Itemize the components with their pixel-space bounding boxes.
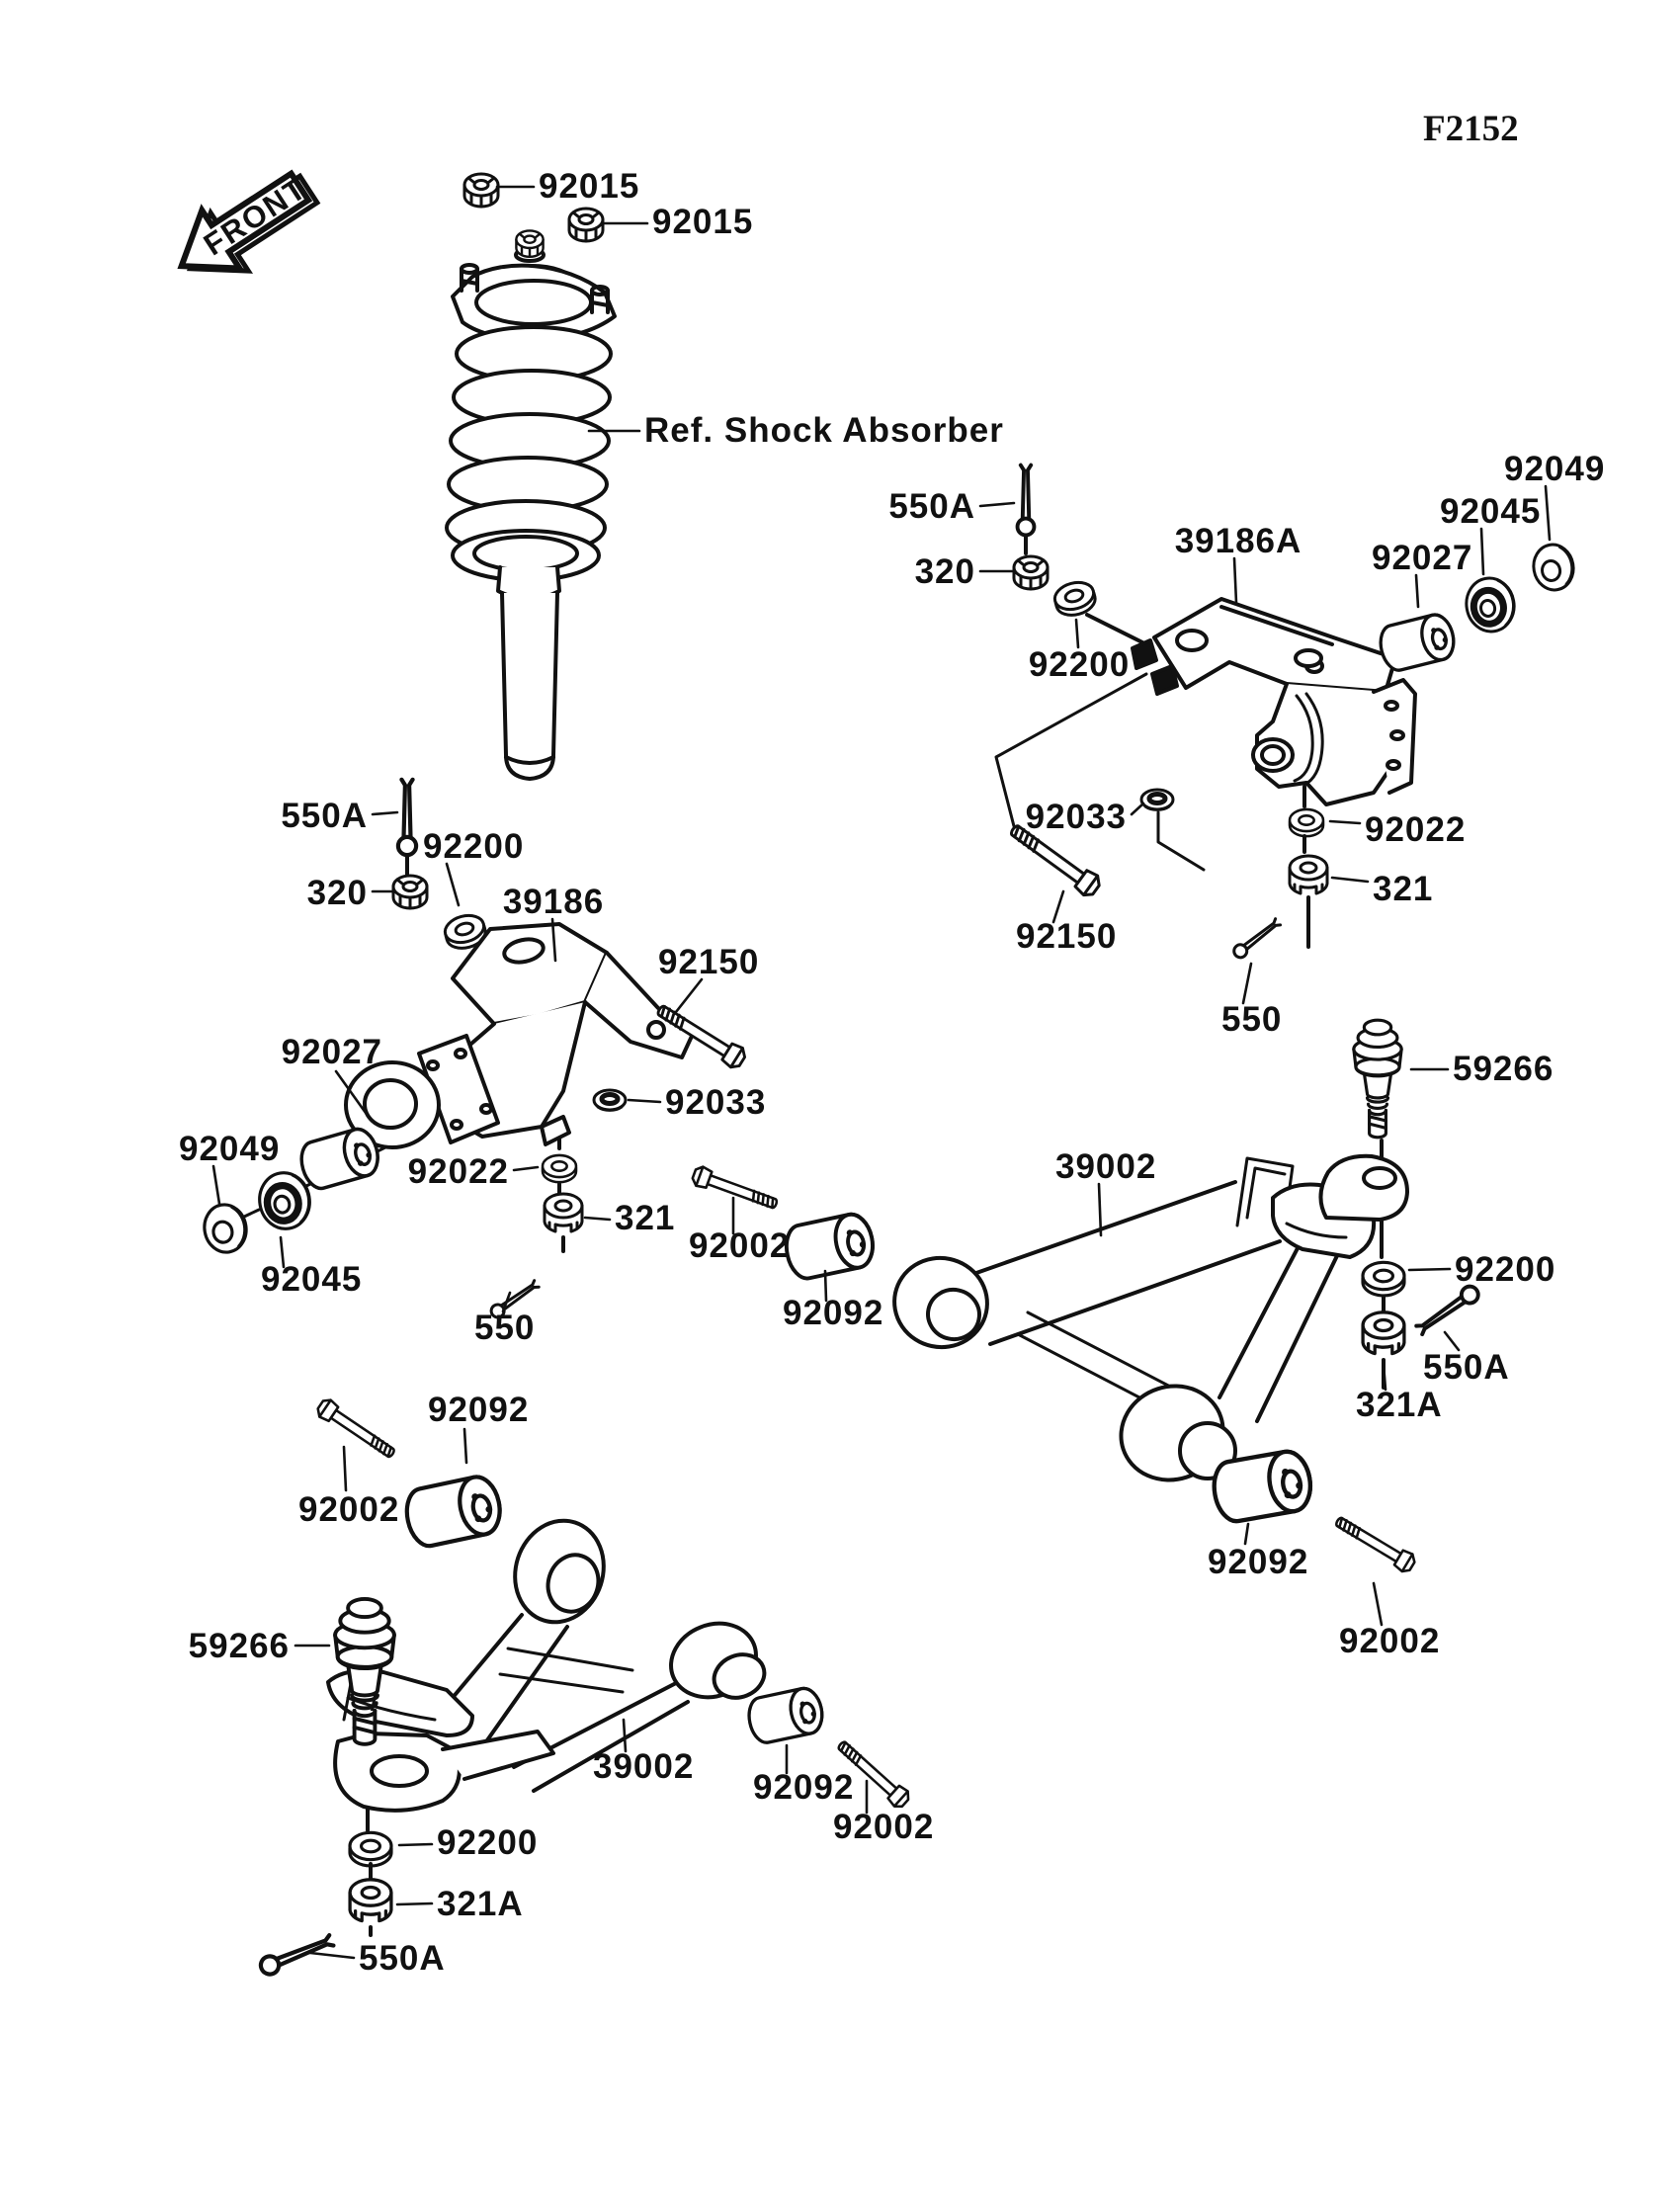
part-label-320-right: 320 bbox=[914, 552, 975, 591]
part-label-92150-left: 92150 bbox=[658, 943, 760, 981]
washer-92022-left bbox=[543, 1155, 576, 1182]
leader-line-92022-left bbox=[514, 1167, 538, 1170]
washer-92049-right bbox=[1530, 542, 1576, 593]
bushing-92027-left bbox=[296, 1126, 382, 1193]
nut-320-right bbox=[1014, 556, 1048, 589]
shock-stud-nut bbox=[516, 230, 543, 256]
part-label-92092-bottomleft: 92092 bbox=[428, 1391, 530, 1429]
leader-line-550a-left bbox=[373, 812, 397, 814]
front-direction-arrow bbox=[162, 155, 328, 299]
washer-92200-rightarm bbox=[1363, 1262, 1404, 1296]
lower-arm-left-39002-drawing bbox=[328, 1509, 771, 1935]
leader-line-92092-bottomleft bbox=[464, 1429, 466, 1463]
castle-nut-321a-bottomleft bbox=[350, 1880, 391, 1921]
leader-line-92045-right bbox=[1481, 529, 1483, 574]
leader-line-92092-rightarm bbox=[1245, 1524, 1248, 1544]
part-label-92200-right: 92200 bbox=[1028, 645, 1131, 684]
leader-line-92200-bottomleft bbox=[399, 1844, 432, 1845]
leader-line-321-right bbox=[1332, 878, 1368, 882]
ball-joint-59266-rightarm bbox=[1354, 1020, 1401, 1138]
upper-arm-right-39002-drawing bbox=[886, 1141, 1407, 1493]
part-label-321a-bottomleft: 321A bbox=[437, 1885, 524, 1923]
part-label-321-right: 321 bbox=[1373, 870, 1434, 908]
part-label-92015-b: 92015 bbox=[652, 203, 754, 241]
part-label-92015-a: 92015 bbox=[539, 167, 640, 206]
washer-92200-bottomleft bbox=[350, 1832, 391, 1866]
washer-92049-left bbox=[201, 1202, 250, 1256]
bearing-92045-right bbox=[1463, 574, 1519, 635]
washer-92022-right bbox=[1290, 809, 1323, 836]
part-label-ref-shock-absorber: Ref. Shock Absorber bbox=[644, 411, 1004, 450]
part-label-92002-mid: 92002 bbox=[689, 1226, 791, 1265]
castle-nut-321-right bbox=[1290, 856, 1327, 893]
front-arrow-label: FRONT bbox=[197, 170, 313, 263]
nut-92015-b bbox=[569, 209, 603, 241]
part-label-39186: 39186 bbox=[502, 883, 605, 921]
cotter-pin-550a-left bbox=[398, 780, 416, 855]
leader-line-321a-bottomleft bbox=[397, 1903, 432, 1904]
part-label-59266-right: 59266 bbox=[1453, 1050, 1554, 1088]
grommet-92033-right bbox=[1141, 790, 1173, 809]
part-label-39002-right: 39002 bbox=[1055, 1147, 1157, 1186]
bolt-92002-bottomleft bbox=[314, 1396, 398, 1462]
part-label-92092-mid: 92092 bbox=[783, 1294, 884, 1332]
part-label-92150-right: 92150 bbox=[1016, 917, 1118, 956]
leader-line-92049-right bbox=[1546, 486, 1550, 540]
leader-line-92022-right bbox=[1330, 821, 1360, 823]
part-label-39186a: 39186A bbox=[1174, 522, 1302, 560]
part-label-59266-bottomleft: 59266 bbox=[188, 1627, 290, 1665]
bushing-92092-bottom bbox=[745, 1685, 826, 1745]
part-label-92027-left: 92027 bbox=[281, 1033, 382, 1071]
part-label-92045-left: 92045 bbox=[261, 1260, 363, 1299]
part-label-92200-left: 92200 bbox=[423, 827, 525, 866]
castle-nut-321-left bbox=[545, 1194, 582, 1231]
part-label-92022-right: 92022 bbox=[1365, 810, 1467, 849]
leader-line-92033-right bbox=[1132, 803, 1143, 814]
shock-absorber-drawing bbox=[447, 249, 615, 779]
part-label-321-left: 321 bbox=[615, 1199, 676, 1237]
leader-line-92200-rightarm bbox=[1409, 1269, 1450, 1270]
part-label-92049-right: 92049 bbox=[1504, 450, 1606, 488]
part-label-92033-left: 92033 bbox=[665, 1083, 767, 1122]
part-label-550a-rightarm: 550A bbox=[1423, 1348, 1510, 1387]
grommet-92033-left bbox=[594, 1090, 626, 1110]
part-label-92002-bottom: 92002 bbox=[833, 1808, 935, 1846]
bolt-92002-mid bbox=[691, 1165, 780, 1214]
leader-line-92200-right bbox=[1076, 620, 1078, 647]
leader-line-550a-bottomleft bbox=[310, 1953, 354, 1958]
bolt-92002-rightarm bbox=[1332, 1512, 1417, 1574]
leader-line-39002-right bbox=[1099, 1184, 1101, 1235]
cotter-pin-550-right bbox=[1231, 917, 1282, 961]
castle-nut-321a-rightarm bbox=[1363, 1312, 1404, 1354]
leader-line-550-right bbox=[1243, 964, 1251, 1003]
leader-line-92033-left bbox=[629, 1100, 660, 1102]
part-label-92200-rightarm: 92200 bbox=[1455, 1250, 1556, 1289]
part-label-92002-rightarm: 92002 bbox=[1339, 1622, 1441, 1660]
leader-line-39186a bbox=[1234, 558, 1236, 603]
part-label-92049-left: 92049 bbox=[179, 1130, 281, 1168]
part-label-550-right: 550 bbox=[1221, 1000, 1283, 1039]
part-label-92022-left: 92022 bbox=[407, 1152, 509, 1191]
part-label-92033-right: 92033 bbox=[1025, 798, 1127, 836]
part-label-320-left: 320 bbox=[306, 874, 368, 912]
part-label-550a-bottomleft: 550A bbox=[359, 1939, 446, 1978]
leader-line-92027-right bbox=[1416, 575, 1418, 607]
leader-line-92150-left bbox=[676, 979, 702, 1012]
bushing-92092-mid bbox=[782, 1211, 878, 1282]
part-label-92092-rightarm: 92092 bbox=[1208, 1543, 1309, 1581]
part-label-92200-bottomleft: 92200 bbox=[437, 1823, 539, 1862]
leader-line-550a-right bbox=[980, 503, 1014, 506]
leader-line-321-left bbox=[585, 1218, 610, 1220]
part-label-92027-right: 92027 bbox=[1372, 539, 1473, 577]
bushing-92027-right bbox=[1377, 612, 1459, 674]
leader-line-92049-left bbox=[213, 1166, 219, 1204]
bushing-92092-bottomleft bbox=[402, 1474, 505, 1550]
washer-92200-right bbox=[1051, 578, 1098, 619]
nut-92015-a bbox=[464, 174, 498, 207]
nut-320-left bbox=[393, 876, 427, 908]
leader-line-92002-bottomleft bbox=[344, 1447, 346, 1490]
cotter-pin-550a-rightarm bbox=[1414, 1283, 1481, 1336]
cotter-pin-550a-right bbox=[1018, 465, 1035, 536]
leader-line-92002-rightarm bbox=[1374, 1583, 1382, 1625]
part-label-550-left: 550 bbox=[474, 1309, 536, 1347]
part-label-39002-bottom: 39002 bbox=[593, 1747, 695, 1786]
leader-line-92200-left bbox=[447, 864, 459, 905]
part-label-92002-bottomleft: 92002 bbox=[298, 1490, 400, 1529]
part-label-550a-right: 550A bbox=[888, 487, 975, 526]
sheet-code: F2152 bbox=[1423, 109, 1519, 149]
part-label-92045-right: 92045 bbox=[1440, 492, 1542, 531]
part-label-92092-bottom: 92092 bbox=[753, 1768, 855, 1807]
part-label-321a-rightarm: 321A bbox=[1356, 1386, 1443, 1424]
part-label-550a-left: 550A bbox=[281, 797, 368, 835]
